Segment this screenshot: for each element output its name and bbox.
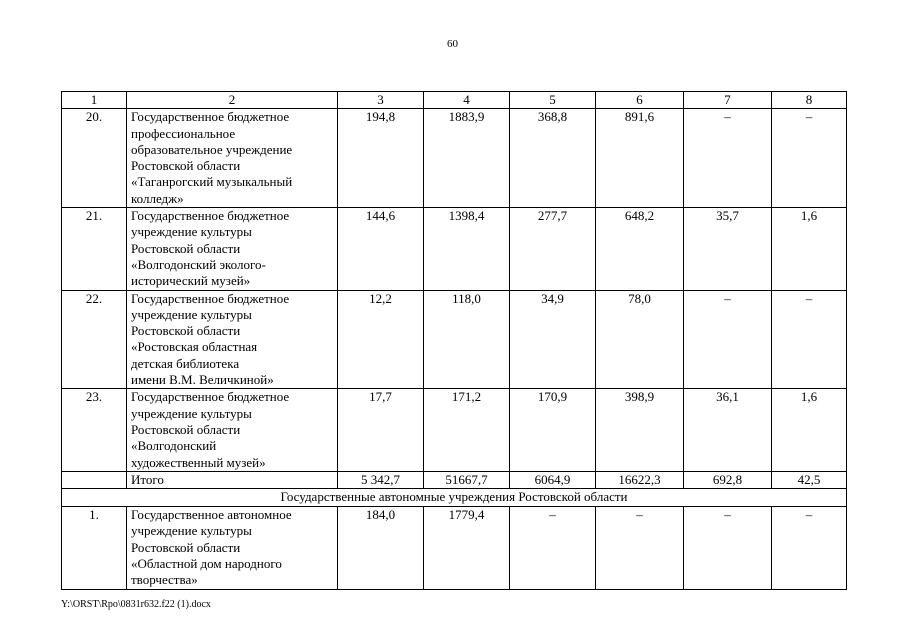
total-value: 51667,7 <box>424 471 510 488</box>
total-label: Итого <box>127 471 338 488</box>
cell-value: – <box>772 290 847 389</box>
column-header: 4 <box>424 92 510 109</box>
row-number: 20. <box>62 109 127 208</box>
table-row <box>62 208 847 290</box>
cell-value: 1,6 <box>772 389 847 471</box>
cell-value: 118,0 <box>424 290 510 389</box>
total-row-number-cell <box>62 471 127 488</box>
budget-table <box>61 91 847 590</box>
column-header: 2 <box>127 92 338 109</box>
cell-value: – <box>684 507 772 589</box>
cell-value: 398,9 <box>596 389 684 471</box>
institution-name: Государственное автономное учреждение культуры Ростовской области «Областной дом народного творчества» <box>127 507 338 589</box>
table-row <box>62 290 847 389</box>
institution-name: Государственное бюджетное учреждение культуры Ростовской области «Ростовская областная детская библиотека имени В.М. Величкиной» <box>127 290 338 389</box>
total-value: 16622,3 <box>596 471 684 488</box>
column-header: 5 <box>510 92 596 109</box>
cell-value: 368,8 <box>510 109 596 208</box>
cell-value: 891,6 <box>596 109 684 208</box>
cell-value: – <box>596 507 684 589</box>
cell-value: 277,7 <box>510 208 596 290</box>
total-value: 42,5 <box>772 471 847 488</box>
institution-name: Государственное бюджетное учреждение культуры Ростовской области «Волгодонский эколого- исторический музей» <box>127 208 338 290</box>
total-value: 6064,9 <box>510 471 596 488</box>
column-header: 3 <box>338 92 424 109</box>
cell-value: 144,6 <box>338 208 424 290</box>
table-header-row <box>62 92 847 109</box>
cell-value: 12,2 <box>338 290 424 389</box>
cell-value: 35,7 <box>684 208 772 290</box>
cell-value: – <box>772 109 847 208</box>
column-header: 6 <box>596 92 684 109</box>
institution-name: Государственное бюджетное учреждение культуры Ростовской области «Волгодонский художественный музей» <box>127 389 338 471</box>
column-header: 8 <box>772 92 847 109</box>
cell-value: 17,7 <box>338 389 424 471</box>
column-header: 7 <box>684 92 772 109</box>
total-row <box>62 471 847 488</box>
cell-value: 36,1 <box>684 389 772 471</box>
cell-value: 1779,4 <box>424 507 510 589</box>
total-value: 5 342,7 <box>338 471 424 488</box>
table-row <box>62 389 847 471</box>
row-number: 1. <box>62 507 127 589</box>
cell-value: 648,2 <box>596 208 684 290</box>
cell-value: 1398,4 <box>424 208 510 290</box>
institution-name: Государственное бюджетное профессиональное образовательное учреждение Ростовской области «Таганрогский музыкальный колледж» <box>127 109 338 208</box>
cell-value: – <box>684 290 772 389</box>
cell-value: 170,9 <box>510 389 596 471</box>
cell-value: – <box>684 109 772 208</box>
cell-value: 1883,9 <box>424 109 510 208</box>
table-row <box>62 507 847 589</box>
row-number: 21. <box>62 208 127 290</box>
section-title: Государственные автономные учреждения Ростовской области <box>62 489 847 507</box>
cell-value: 171,2 <box>424 389 510 471</box>
cell-value: – <box>510 507 596 589</box>
cell-value: 184,0 <box>338 507 424 589</box>
table-row <box>62 109 847 208</box>
row-number: 22. <box>62 290 127 389</box>
column-header: 1 <box>62 92 127 109</box>
cell-value: 1,6 <box>772 208 847 290</box>
cell-value: – <box>772 507 847 589</box>
section-header-row <box>62 489 847 507</box>
footer-file-path: Y:\ORST\Rpo\0831r632.f22 (1).docx <box>61 599 211 610</box>
cell-value: 194,8 <box>338 109 424 208</box>
page-number: 60 <box>447 38 458 50</box>
total-value: 692,8 <box>684 471 772 488</box>
cell-value: 34,9 <box>510 290 596 389</box>
cell-value: 78,0 <box>596 290 684 389</box>
row-number: 23. <box>62 389 127 471</box>
